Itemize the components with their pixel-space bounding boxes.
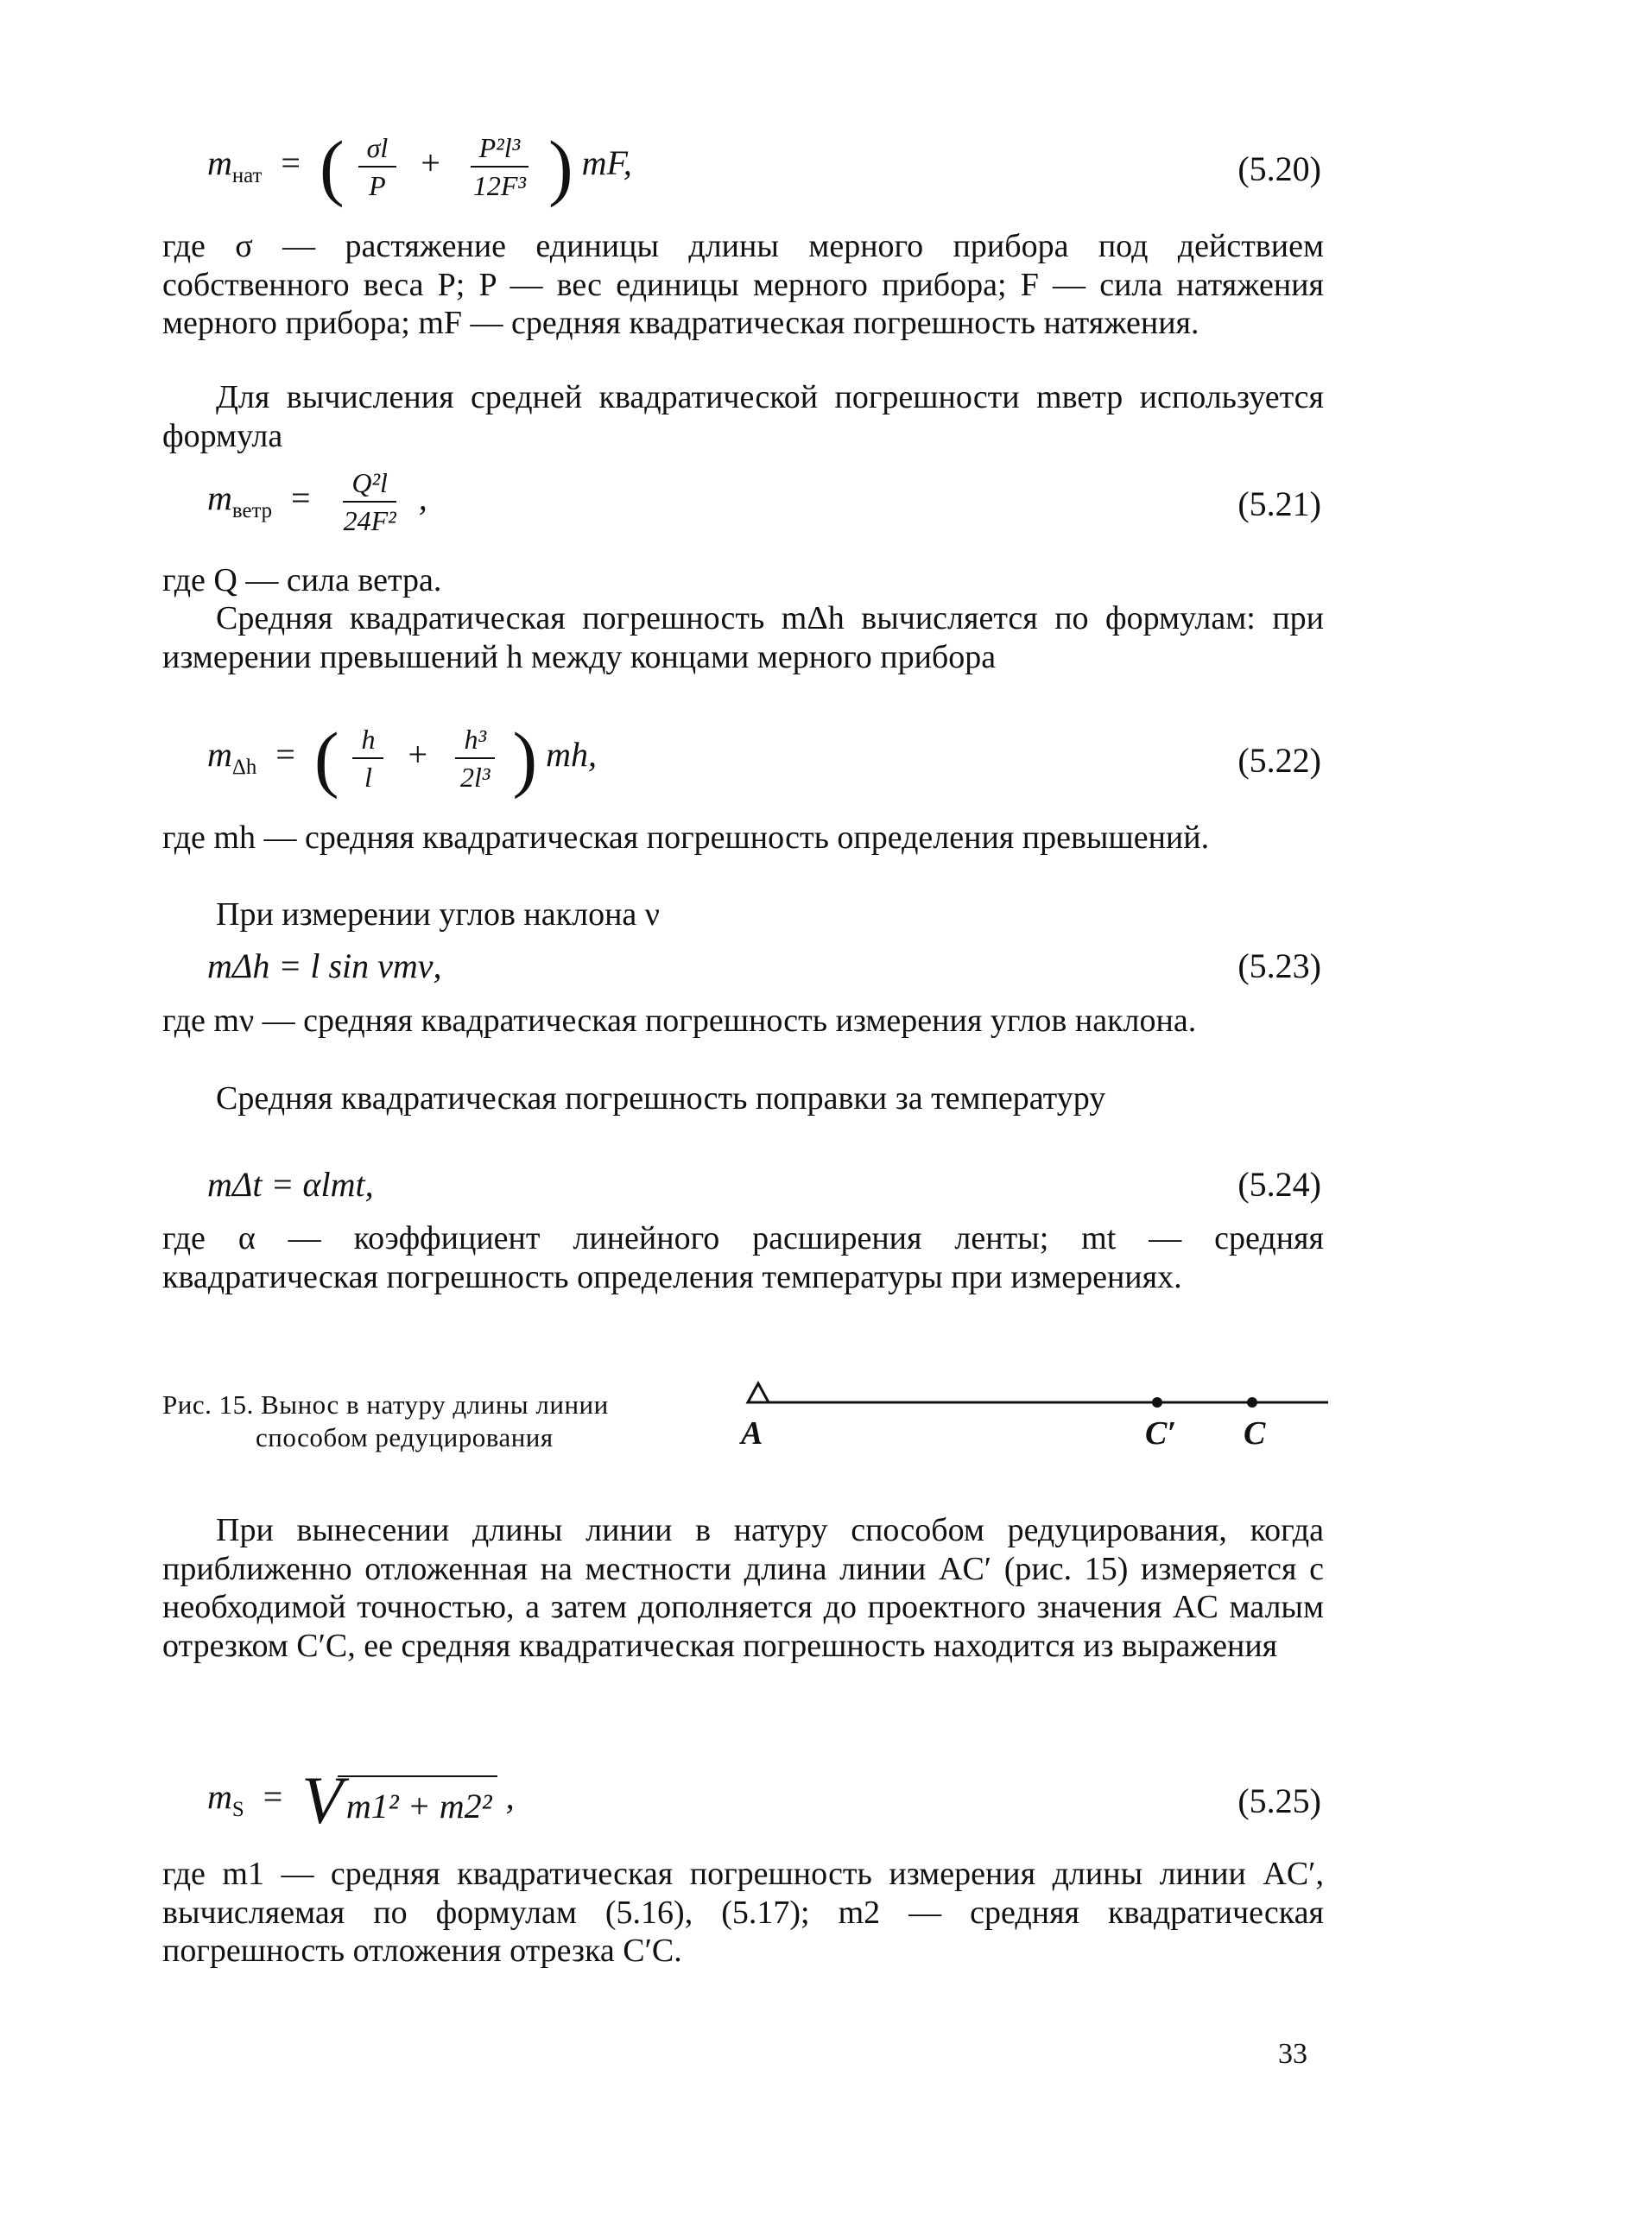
equation-number: (5.23): [1237, 946, 1321, 985]
paragraph: Для вычисления средней квадратической погрешности mветр используется формула: [162, 379, 1324, 454]
paragraph: При измерении углов наклона ν: [216, 896, 660, 933]
radical-sign-icon: V: [301, 1762, 343, 1838]
equation-5-21: $m_{ветр}$ = $\frac{\text{Q²l}}{\text{24F²}}$ , (5.21): [207, 467, 1321, 536]
equation-tail: ,: [505, 1777, 515, 1817]
equation-number: (5.21): [1237, 484, 1321, 523]
fraction: [358, 131, 397, 202]
paragraph: где mh — средняя квадратическая погрешность определения превышений.: [162, 819, 1210, 856]
equation-5-25: $m_S = V$ m1² + m2² , (5.25): [207, 1762, 1321, 1838]
label-c: C: [1244, 1415, 1266, 1452]
equation-5-24: [207, 1164, 1321, 1207]
denominator: 12F³: [472, 170, 526, 201]
numerator: h³: [455, 723, 495, 759]
paragraph: При вынесении длины линии в натуру способом редуцирования, когда приближенно отложенная на местности длина линии AC′ (рис. 15) измеряется с необходимой точностью, а затем дополняется до проектного значения AC малым отрезком C′C, ее средняя квадратическая погрешность находится из выражения: [162, 1512, 1324, 1664]
equation-number: (5.20): [1237, 149, 1321, 188]
equation-5-22: $m_{\Delta h}$ = ( $\frac{h}{l}$ + $\frac{\text{h³}}{\text{2l³}}$ ) mh, (5.22): [207, 717, 1321, 800]
label-a: A: [741, 1415, 763, 1452]
equation-5-23: [207, 946, 1321, 989]
point-c-prime: [1152, 1397, 1162, 1408]
paragraph: где m1 — средняя квадратическая погрешность измерения длины линии AC′, вычисляемая по формулам (5.16), (5.17); m2 — средняя квадратическая погрешность отложения отрезка C′C.: [162, 1856, 1324, 1969]
caption-line: способом редуцирования: [256, 1422, 554, 1452]
triangle-marker-icon: [748, 1383, 769, 1402]
equation-expression: mΔh = l sin νmν,: [207, 946, 442, 985]
equation-number: (5.22): [1237, 741, 1321, 780]
denominator: l: [364, 762, 372, 793]
figure-caption: [162, 1389, 715, 1454]
numerator: σl: [358, 131, 397, 168]
equation-tail: mh,: [546, 735, 598, 775]
equation-5-20: $m_{нат}$ = ( $\frac{\sigma l}{P}$ + $\frac{\text{P²l³}}{\text{12F³}}$ ) mF, (5.20): [207, 125, 1321, 208]
denominator: P: [369, 170, 386, 201]
caption-line: Рис. 15. Вынос в натуру длины линии: [162, 1389, 609, 1420]
paragraph: где α — коэффициент линейного расширения ленты; mt — средняя квадратическая погрешность определения температуры при измерениях.: [162, 1220, 1324, 1295]
equation-number: (5.24): [1237, 1165, 1321, 1204]
radicand: m1² + m2²: [338, 1775, 497, 1826]
fraction: [452, 723, 498, 794]
fraction: [352, 723, 383, 794]
denominator: 24F²: [343, 505, 396, 536]
fraction: [335, 466, 405, 537]
fraction: [465, 131, 535, 202]
paragraph: Средняя квадратическая погрешность mΔh вычисляется по формулам: при измерении превышений h между концами мерного прибора: [162, 600, 1324, 675]
equation-tail: mF,: [581, 143, 632, 183]
equation-tail: ,: [418, 478, 427, 518]
equation-number: (5.25): [1237, 1781, 1321, 1820]
point-c: [1247, 1397, 1257, 1408]
paragraph: где mν — средняя квадратическая погрешность измерения углов наклона.: [162, 1003, 1197, 1039]
square-root: [301, 1762, 497, 1839]
denominator: 2l³: [460, 762, 491, 793]
numerator: Q²l: [343, 466, 396, 503]
paragraph: где σ — растяжение единицы длины мерного прибора под действием собственного веса P; P — вес единицы мерного прибора; F — сила натяжения мерного прибора; mF — средняя квадратическая погрешность натяжения.: [162, 228, 1324, 341]
paragraph: Средняя квадратическая погрешность поправки за температуру: [216, 1080, 1106, 1117]
equation-expression: mΔt = αlmt,: [207, 1165, 374, 1204]
paragraph: где Q — сила ветра.: [162, 562, 442, 598]
numerator: P²l³: [471, 131, 529, 168]
page-number: 33: [1278, 2038, 1307, 2070]
numerator: h: [352, 723, 383, 759]
label-c-prime: C′: [1145, 1415, 1177, 1452]
figure-15-line-diagram: [732, 1375, 1337, 1452]
